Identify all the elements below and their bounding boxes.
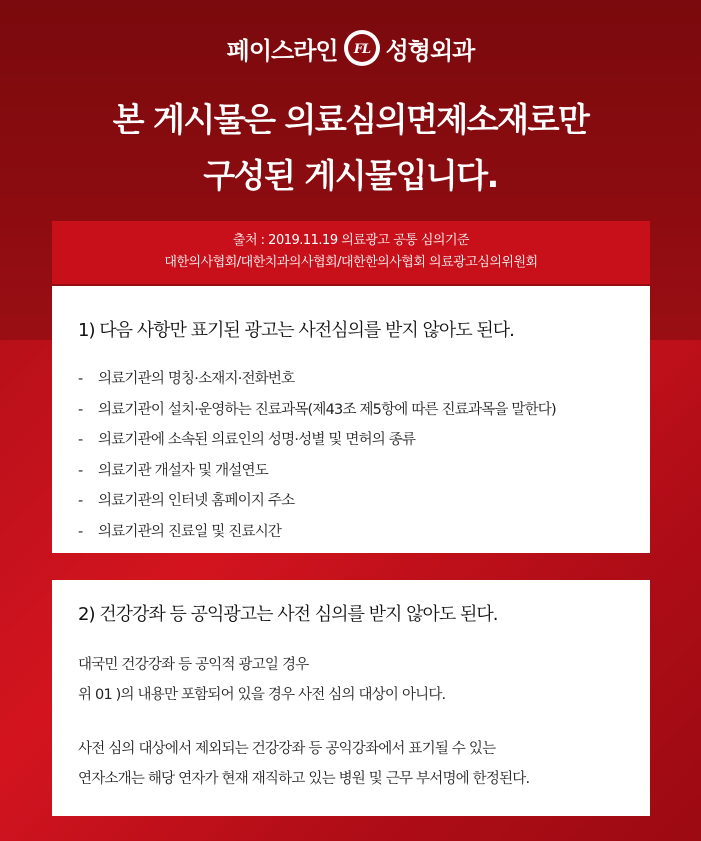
brand-name-left: 페이스라인: [226, 36, 338, 65]
brand-logo: [0, 30, 701, 66]
headline-line-2: 구성된 게시물입니다.: [203, 156, 498, 195]
paragraph-line: 위 01 )의 내용만 포함되어 있을 경우 사전 심의 대상이 아니다.: [78, 687, 446, 703]
source-line-1: 출처 : 2019.11.19 의료광고 공통 심의기준: [232, 233, 470, 248]
list-item: - 의료기관 개설자 및 개설연도: [78, 456, 622, 487]
source-box: [52, 221, 650, 284]
list-item: - 의료기관의 인터넷 홈페이지 주소: [78, 486, 622, 517]
section-1-title: 1) 다음 사항만 표기된 광고는 사전심의를 받지 않아도 된다.: [78, 320, 514, 341]
list-item: - 의료기관의 명칭·소재지·전화번호: [78, 364, 622, 395]
paragraph-line: 대국민 건강강좌 등 공익적 광고일 경우: [78, 657, 309, 673]
list-item: - 의료기관이 설치·운영하는 진료과목(제43조 제5항에 따른 진료과목을 말한다): [78, 395, 622, 426]
list-item: - 의료기관에 소속된 의료인의 성명·성별 및 면허의 종류: [78, 425, 622, 456]
section-2-card: [52, 580, 650, 816]
section-2-paragraph-2: [78, 734, 622, 794]
section-2-title: 2) 건강강좌 등 공익광고는 사전 심의를 받지 않아도 된다.: [78, 604, 498, 625]
section-2-paragraph-1: [78, 650, 622, 710]
source-line-2: 대한의사협회/대한치과의사협회/대한한의사협회 의료광고심의위원회: [164, 255, 538, 270]
page-headline: [0, 92, 701, 204]
section-1-card: [52, 286, 650, 553]
brand-name-right: 성형외과: [385, 36, 475, 65]
section-1-list: [78, 364, 622, 547]
paragraph-line: 사전 심의 대상에서 제외되는 건강강좌 등 공익강좌에서 표기될 수 있는: [78, 741, 496, 757]
list-item: - 의료기관의 진료일 및 진료시간: [78, 517, 622, 548]
brand-mark-icon: [344, 30, 380, 66]
headline-line-1: 본 게시물은 의료심의면제소재로만: [112, 100, 589, 139]
paragraph-line: 연자소개는 해당 연자가 현재 재직하고 있는 병원 및 근무 부서명에 한정된다.: [78, 771, 530, 787]
brand-mark-text: FL: [353, 42, 370, 57]
